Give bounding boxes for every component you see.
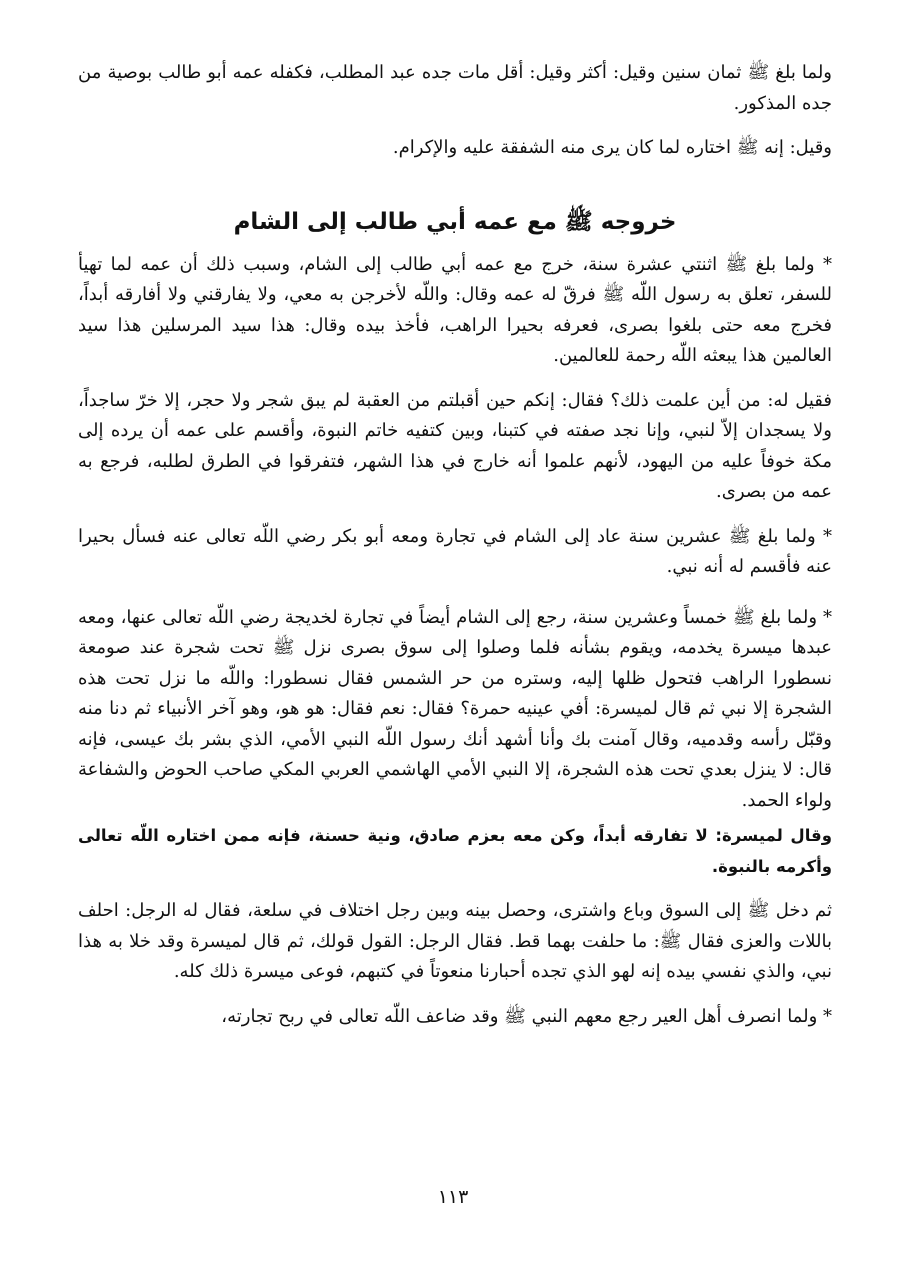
page-body <box>78 58 832 1032</box>
paragraph-bahira-explanation: فقيل له: من أين علمت ذلك؟ فقال: إنكم حين أقبلتم من العقبة لم يبق شجر ولا حجر، إلا خرّ ساجداً، ولا يسجدان إلاّ لنبي، وإنا نجد صفته في كتبنا، وبين كتفيه خاتم النبوة، وأقسم على عمه أن يرده إلى مكة خوفاً عليه من اليهود، لأنهم علموا أنه خارج في هذا الشهر، فتفرقوا في الطرق لطلبه، فرجع به عمه من بصرى. <box>78 389 832 502</box>
paragraph-twenty-five-years: * ولما بلغ ﷺ خمساً وعشرين سنة، رجع إلى الشام أيضاً في تجارة لخديجة رضي اللّه تعالى عنها، ومعه عبدها ميسرة يخدمه، ويقوم بشأنه فلما وصلوا إلى سوق بصرى نزل ﷺ تحت شجرة عند صومعة نسطورا الراهب فتحول ظلها إليه، وستره من حر الشمس فقال نسطورا: واللّه ما نزل تحت هذه الشجرة إلا نبي ثم قال لميسرة: أفي عينيه حمرة؟ فقال: نعم فقال: هو هو، وهو آخر الأنبياء ثم دنا منه وقبّل رأسه وقدميه، وقال آمنت بك وأنا أشهد أنك رسول اللّه النبي الأمي، الذي بشر بك عيسى، فإنه قال: لا ينزل بعدي تحت هذه الشجرة، إلا النبي الأمي الهاشمي العربي المكي صاحب الحوض والشفاعة ولواء الحمد. <box>78 606 832 811</box>
paragraph-return: * ولما انصرف أهل العير رجع معهم النبي ﷺ وقد ضاعف اللّه تعالى في ربح تجارته، <box>221 1005 832 1027</box>
section-heading: خروجه ﷺ مع عمه أبي طالب إلى الشام <box>233 208 677 235</box>
page-number: ١١٣ <box>437 1186 469 1208</box>
paragraph-market: ثم دخل ﷺ إلى السوق وباع واشترى، وحصل بينه وبين رجل اختلاف في سلعة، فقال له الرجل: احلف باللات والعزى فقال ﷺ: ما حلفت بهما قط. فقال الرجل: القول قولك، ثم قال لميسرة وقد خلا به هذا نبي، والذي نفسي بيده إنه لهو الذي تجده أحبارنا منعوتاً في كتبهم، فوعى ميسرة ذلك كله. <box>78 900 832 982</box>
paragraph-twenty-years: * ولما بلغ ﷺ عشرين سنة عاد إلى الشام في تجارة ومعه أبو بكر رضي اللّه تعالى عنه فسأل بحيرا عنه فأقسم له أنه نبي. <box>78 525 832 577</box>
paragraph-twelve-years: * ولما بلغ ﷺ اثنتي عشرة سنة، خرج مع عمه أبي طالب إلى الشام، وسبب ذلك أن عمه لما تهيأ للسفر، تعلق به رسول اللّه ﷺ فرقّ له عمه وقال: واللّه لأخرجن به معي، ولا يفارقني ولا أفارقه أبداً، فخرج معه حتى بلغوا بصرى، فعرفه بحيرا الراهب، فأخذ بيده وقال: هذا سيد المرسلين هذا سيد العالمين هذا يبعثه اللّه رحمة للعالمين. <box>78 253 832 366</box>
paragraph-bold-maysara: وقال لميسرة: لا تفارقه أبداً، وكن معه بعزم صادق، ونية حسنة، فإنه ممن اختاره اللّه تعالى وأكرمه بالنبوة. <box>78 826 832 876</box>
paragraph-chosen: وقيل: إنه ﷺ اختاره لما كان يرى منه الشفقة عليه والإكرام. <box>392 137 832 158</box>
paragraph-eight-years: ولما بلغ ﷺ ثمان سنين وقيل: أكثر وقيل: أقل مات جده عبد المطلب، فكفله عمه أبو طالب بوصية من جده المذكور. <box>78 62 832 114</box>
